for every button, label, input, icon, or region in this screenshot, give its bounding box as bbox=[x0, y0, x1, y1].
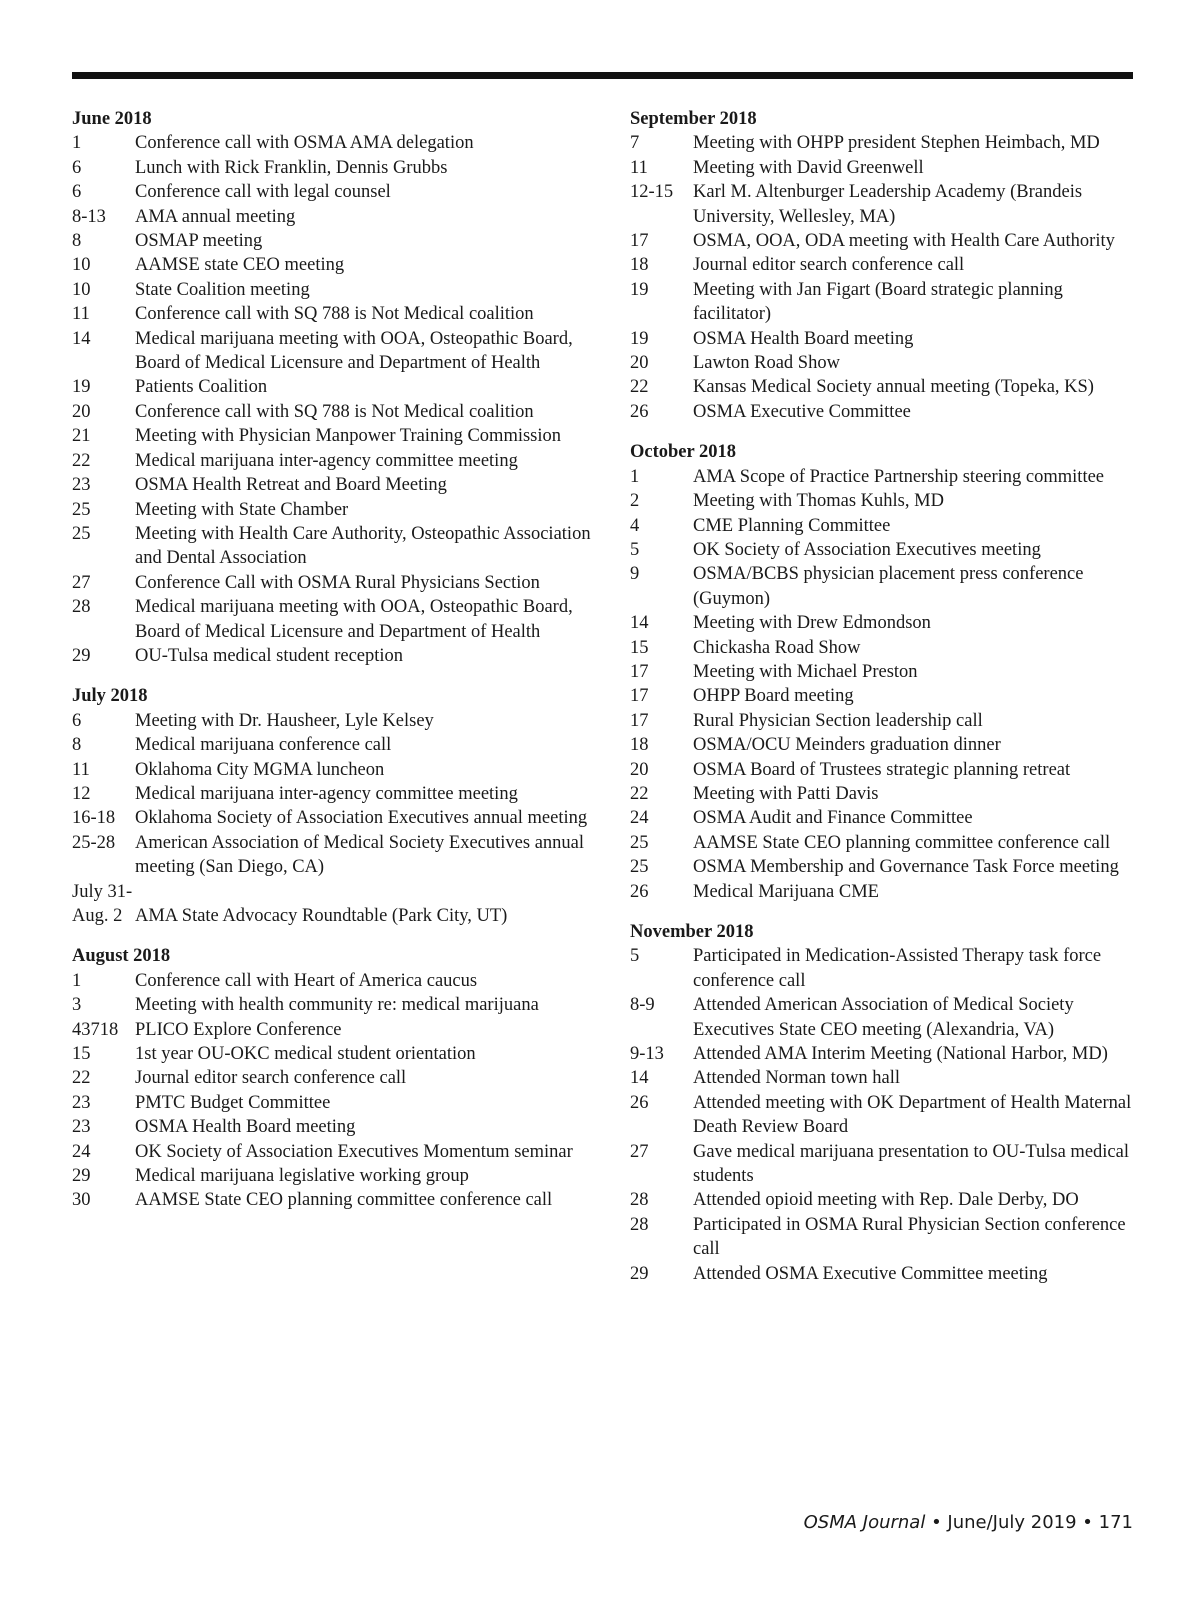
entry-date: 12-15 bbox=[630, 182, 674, 203]
entry-text: Rural Physician Section leadership call bbox=[693, 710, 983, 731]
entry-date: 28 bbox=[630, 1190, 649, 1211]
entry-date: 14 bbox=[72, 328, 91, 349]
entry-date: 8-13 bbox=[72, 206, 106, 227]
month-heading: November 2018 bbox=[630, 922, 754, 942]
schedule-entry bbox=[630, 855, 1140, 879]
entry-date: 19 bbox=[630, 328, 649, 349]
entry-text: Participated in OSMA Rural Physician Section conference call bbox=[693, 1214, 1126, 1260]
month-section bbox=[72, 684, 592, 928]
entry-text: PLICO Explore Conference bbox=[135, 1019, 342, 1040]
entry-text: Participated in Medication-Assisted Therapy task force conference call bbox=[693, 946, 1102, 991]
schedule-entry bbox=[72, 498, 592, 522]
entry-text: OSMAP meeting bbox=[135, 231, 263, 252]
schedule-entry bbox=[630, 758, 1140, 782]
entry-text: OSMA/BCBS physician placement press conference (Guymon) bbox=[693, 564, 1084, 609]
footer-separator: • bbox=[1076, 1512, 1099, 1533]
entry-date: 16-18 bbox=[72, 808, 116, 829]
entry-text: Medical marijuana meeting with OOA, Osteopathic Board, Board of Medical Licensure and Department of Health bbox=[135, 597, 573, 642]
month-heading: June 2018 bbox=[72, 109, 152, 129]
entry-date: 24 bbox=[630, 808, 649, 829]
entry-date: 27 bbox=[630, 1141, 649, 1162]
entry-date: 19 bbox=[630, 279, 649, 300]
schedule-entry bbox=[630, 400, 1140, 424]
schedule-entry bbox=[630, 327, 1140, 351]
entry-date: 25 bbox=[72, 523, 91, 544]
entry-text: Meeting with Michael Preston bbox=[693, 661, 918, 682]
entry-text: CME Planning Committee bbox=[693, 515, 891, 536]
entry-date: 5 bbox=[630, 946, 640, 967]
schedule-entry bbox=[630, 278, 1140, 327]
schedule-entry bbox=[630, 636, 1140, 660]
top-rule bbox=[72, 72, 1133, 79]
month-heading: August 2018 bbox=[72, 946, 171, 967]
schedule-entry bbox=[72, 758, 592, 782]
entry-date: 25-28 bbox=[72, 832, 116, 853]
entry-text: PMTC Budget Committee bbox=[135, 1092, 331, 1113]
schedule-entry bbox=[630, 709, 1140, 733]
entry-date: 18 bbox=[630, 255, 649, 276]
entry-date: 18 bbox=[630, 735, 649, 756]
schedule-entry bbox=[72, 571, 592, 595]
entry-date: 14 bbox=[630, 613, 649, 634]
schedule-entry bbox=[72, 375, 592, 399]
entry-date: 17 bbox=[630, 231, 649, 252]
schedule-entry bbox=[630, 180, 1140, 229]
entry-date: 25 bbox=[630, 857, 649, 878]
entry-text: AMA State Advocacy Roundtable (Park City, UT) bbox=[135, 906, 508, 926]
right-column bbox=[630, 107, 1140, 1302]
schedule-entry bbox=[72, 1018, 592, 1042]
entry-text: AAMSE State CEO planning committee conference call bbox=[693, 832, 1111, 853]
schedule-entry bbox=[630, 538, 1140, 562]
entry-text: Medical marijuana inter-agency committee meeting bbox=[135, 450, 518, 471]
entry-date: 15 bbox=[72, 1044, 91, 1065]
entry-date: 27 bbox=[72, 572, 91, 593]
footer-separator: • bbox=[925, 1512, 948, 1533]
schedule-entry bbox=[630, 465, 1140, 489]
entry-text: OSMA Membership and Governance Task Force meeting bbox=[693, 857, 1119, 878]
month-section bbox=[72, 107, 592, 668]
entry-text: Karl M. Altenburger Leadership Academy (Brandeis University, Wellesley, MA) bbox=[693, 182, 1083, 227]
schedule-entry bbox=[72, 880, 592, 929]
entry-date: 20 bbox=[630, 353, 649, 374]
entry-text: Lawton Road Show bbox=[693, 353, 840, 374]
entry-date: 11 bbox=[72, 759, 90, 780]
entry-date: 23 bbox=[72, 475, 91, 496]
entry-date-continued: Aug. 2 bbox=[72, 906, 123, 926]
entry-date: 11 bbox=[630, 157, 648, 178]
entry-date: 29 bbox=[72, 645, 91, 666]
entry-text: Meeting with health community re: medical marijuana bbox=[135, 995, 539, 1016]
schedule-entry bbox=[630, 1066, 1140, 1090]
entry-text: Medical marijuana meeting with OOA, Osteopathic Board, Board of Medical Licensure and Department of Health bbox=[135, 328, 573, 374]
entry-text: Kansas Medical Society annual meeting (Topeka, KS) bbox=[693, 377, 1094, 398]
schedule-entry bbox=[72, 993, 592, 1017]
entry-date: 28 bbox=[72, 597, 91, 618]
entry-date: 6 bbox=[72, 182, 82, 203]
schedule-entry bbox=[630, 562, 1140, 611]
entry-text: OSMA Health Board meeting bbox=[135, 1117, 356, 1138]
entry-date: 29 bbox=[72, 1166, 91, 1187]
entry-text: Attended opioid meeting with Rep. Dale Derby, DO bbox=[693, 1190, 1079, 1211]
schedule-entry bbox=[72, 302, 592, 326]
entry-date: 20 bbox=[630, 759, 649, 780]
schedule-entry bbox=[72, 522, 592, 571]
entry-date: 12 bbox=[72, 783, 91, 804]
schedule-entry bbox=[72, 180, 592, 204]
entry-text: AAMSE State CEO planning committee conference call bbox=[135, 1190, 553, 1211]
entry-date: 8 bbox=[72, 231, 82, 252]
entry-text: AAMSE state CEO meeting bbox=[135, 255, 345, 276]
entry-text: Gave medical marijuana presentation to OU-Tulsa medical students bbox=[693, 1141, 1129, 1187]
entry-date: 10 bbox=[72, 255, 91, 276]
page-footer bbox=[804, 1512, 1133, 1533]
entry-date: 29 bbox=[630, 1263, 649, 1284]
schedule-entry bbox=[630, 375, 1140, 399]
month-heading: July 2018 bbox=[72, 686, 148, 707]
schedule-entry bbox=[72, 782, 592, 806]
entry-text: OSMA Board of Trustees strategic planning retreat bbox=[693, 759, 1071, 780]
entry-text: Journal editor search conference call bbox=[135, 1068, 407, 1089]
schedule-entry bbox=[72, 709, 592, 733]
entry-text: Medical marijuana conference call bbox=[135, 735, 392, 756]
month-section bbox=[630, 920, 1140, 1286]
entry-text: Attended meeting with OK Department of Health Maternal Death Review Board bbox=[693, 1092, 1132, 1138]
entry-date: 6 bbox=[72, 157, 82, 178]
entry-date: 22 bbox=[630, 783, 649, 804]
schedule-entry bbox=[72, 831, 592, 880]
entry-date: 21 bbox=[72, 426, 91, 447]
entry-text: Meeting with Patti Davis bbox=[693, 783, 879, 804]
entry-text: OU-Tulsa medical student reception bbox=[135, 645, 404, 666]
entry-text: Meeting with Jan Figart (Board strategic planning facilitator) bbox=[693, 279, 1063, 325]
entry-date: 17 bbox=[630, 661, 649, 682]
entry-date: 6 bbox=[72, 710, 82, 731]
entry-date: 9 bbox=[630, 564, 640, 585]
entry-text: Conference call with SQ 788 is Not Medical coalition bbox=[135, 401, 534, 422]
schedule-entry bbox=[72, 400, 592, 424]
schedule-entry bbox=[72, 1164, 592, 1188]
entry-date: 14 bbox=[630, 1068, 649, 1089]
entry-date: 1 bbox=[72, 133, 82, 154]
entry-date: 5 bbox=[630, 539, 640, 560]
entry-date: 43718 bbox=[72, 1019, 119, 1040]
entry-date: 28 bbox=[630, 1214, 649, 1235]
entry-date: 25 bbox=[72, 499, 91, 520]
schedule-entry bbox=[630, 1213, 1140, 1262]
schedule-entry bbox=[72, 205, 592, 229]
schedule-entry bbox=[72, 156, 592, 180]
entry-date: 17 bbox=[630, 710, 649, 731]
entry-date: 2 bbox=[630, 491, 640, 512]
schedule-entry bbox=[630, 831, 1140, 855]
schedule-entry bbox=[630, 806, 1140, 830]
entry-date: 23 bbox=[72, 1092, 91, 1113]
entry-text: Oklahoma City MGMA luncheon bbox=[135, 759, 385, 780]
entry-text: AMA annual meeting bbox=[135, 206, 296, 227]
entry-text: Meeting with Thomas Kuhls, MD bbox=[693, 491, 944, 512]
schedule-entry bbox=[72, 473, 592, 497]
entry-text: Attended AMA Interim Meeting (National Harbor, MD) bbox=[693, 1044, 1108, 1065]
entry-text: Attended American Association of Medical Society Executives State CEO meeting (Alexandria, VA) bbox=[693, 995, 1074, 1040]
month-heading: September 2018 bbox=[630, 109, 757, 129]
month-heading: October 2018 bbox=[630, 442, 737, 463]
entry-date: 7 bbox=[630, 133, 640, 154]
entry-text: Journal editor search conference call bbox=[693, 255, 965, 276]
entry-text: Meeting with Physician Manpower Training Commission bbox=[135, 426, 562, 447]
schedule-entry bbox=[72, 424, 592, 448]
schedule-entry bbox=[72, 806, 592, 830]
schedule-entry bbox=[630, 229, 1140, 253]
entry-text: Lunch with Rick Franklin, Dennis Grubbs bbox=[135, 157, 448, 178]
schedule-entry bbox=[72, 733, 592, 757]
schedule-entry bbox=[72, 644, 592, 668]
entry-text: Chickasha Road Show bbox=[693, 637, 861, 658]
entry-date: 17 bbox=[630, 686, 649, 707]
entry-date: 11 bbox=[72, 304, 90, 325]
entry-date: 4 bbox=[630, 515, 640, 536]
schedule-entry bbox=[72, 131, 592, 155]
schedule-entry bbox=[72, 1066, 592, 1090]
entry-text: OSMA, OOA, ODA meeting with Health Care Authority bbox=[693, 231, 1115, 252]
entry-date: 26 bbox=[630, 881, 649, 902]
schedule-entry bbox=[630, 611, 1140, 635]
schedule-entry bbox=[630, 660, 1140, 684]
schedule-entry bbox=[72, 1091, 592, 1115]
entry-date: 19 bbox=[72, 377, 91, 398]
entry-date: 30 bbox=[72, 1190, 91, 1211]
entry-text: OSMA Executive Committee bbox=[693, 401, 911, 422]
entry-date: 1 bbox=[72, 970, 82, 991]
entry-date: 8 bbox=[72, 735, 82, 756]
entry-text: Medical marijuana inter-agency committee meeting bbox=[135, 783, 518, 804]
schedule-entry bbox=[72, 278, 592, 302]
entry-text: Conference call with SQ 788 is Not Medical coalition bbox=[135, 304, 534, 325]
entry-text: OHPP Board meeting bbox=[693, 686, 854, 707]
entry-date: 24 bbox=[72, 1141, 91, 1162]
schedule-entry bbox=[72, 595, 592, 644]
month-section bbox=[72, 944, 592, 1212]
entry-text: OK Society of Association Executives meeting bbox=[693, 539, 1041, 560]
entry-text: Conference call with OSMA AMA delegation bbox=[135, 133, 474, 154]
entry-text: OSMA Health Retreat and Board Meeting bbox=[135, 475, 447, 496]
schedule-entry bbox=[72, 1140, 592, 1164]
schedule-entry bbox=[72, 449, 592, 473]
entry-text: Medical Marijuana CME bbox=[693, 881, 879, 902]
entry-text: OSMA Audit and Finance Committee bbox=[693, 808, 973, 829]
schedule-entry bbox=[630, 1091, 1140, 1140]
schedule-entry bbox=[630, 944, 1140, 993]
schedule-entry bbox=[630, 733, 1140, 757]
schedule-entry bbox=[630, 782, 1140, 806]
entry-text: Meeting with David Greenwell bbox=[693, 157, 924, 178]
entry-date: 23 bbox=[72, 1117, 91, 1138]
entry-text: Conference call with legal counsel bbox=[135, 182, 391, 203]
issue-date: June/July 2019 bbox=[947, 1512, 1077, 1533]
entry-text: Medical marijuana legislative working group bbox=[135, 1166, 469, 1187]
entry-text: Meeting with OHPP president Stephen Heimbach, MD bbox=[693, 133, 1100, 154]
schedule-entry bbox=[72, 253, 592, 277]
entry-text: Meeting with Drew Edmondson bbox=[693, 613, 931, 634]
schedule-entry bbox=[630, 1262, 1140, 1286]
schedule-entry bbox=[630, 489, 1140, 513]
entry-text: Meeting with Dr. Hausheer, Lyle Kelsey bbox=[135, 710, 434, 731]
entry-text: 1st year OU-OKC medical student orientation bbox=[135, 1044, 476, 1065]
entry-date: 25 bbox=[630, 832, 649, 853]
left-column bbox=[72, 107, 592, 1229]
entry-date: 8-9 bbox=[630, 995, 655, 1016]
entry-text: OK Society of Association Executives Momentum seminar bbox=[135, 1141, 573, 1162]
schedule-entry bbox=[72, 229, 592, 253]
schedule-entry bbox=[72, 1188, 592, 1212]
entry-date: 22 bbox=[630, 377, 649, 398]
schedule-entry bbox=[630, 1140, 1140, 1189]
journal-name: OSMA Journal bbox=[803, 1512, 926, 1533]
schedule-entry bbox=[630, 253, 1140, 277]
entry-text: Oklahoma Society of Association Executives annual meeting bbox=[135, 808, 588, 829]
entry-text: Conference Call with OSMA Rural Physicians Section bbox=[135, 572, 540, 593]
entry-date: 22 bbox=[72, 1068, 91, 1089]
schedule-entry bbox=[72, 1115, 592, 1139]
schedule-entry bbox=[72, 327, 592, 376]
schedule-entry bbox=[630, 1188, 1140, 1212]
entry-text: Conference call with Heart of America caucus bbox=[135, 970, 478, 991]
entry-text: AMA Scope of Practice Partnership steering committee bbox=[693, 466, 1105, 487]
entry-date: 9-13 bbox=[630, 1044, 664, 1065]
entry-date: July 31- bbox=[72, 881, 133, 902]
schedule-entry bbox=[630, 1042, 1140, 1066]
schedule-entry bbox=[630, 131, 1140, 155]
schedule-entry bbox=[72, 1042, 592, 1066]
month-section bbox=[630, 440, 1140, 904]
month-section bbox=[630, 107, 1140, 424]
entry-text: Patients Coalition bbox=[135, 377, 268, 398]
entry-text: Attended OSMA Executive Committee meeting bbox=[693, 1263, 1048, 1284]
entry-text: OSMA/OCU Meinders graduation dinner bbox=[693, 735, 1001, 756]
entry-date: 26 bbox=[630, 401, 649, 422]
entry-text: Attended Norman town hall bbox=[693, 1068, 901, 1089]
entry-text: American Association of Medical Society Executives annual meeting (San Diego, CA) bbox=[135, 832, 585, 878]
schedule-entry bbox=[630, 993, 1140, 1042]
entry-date: 1 bbox=[630, 466, 640, 487]
schedule-entry bbox=[630, 156, 1140, 180]
schedule-entry bbox=[630, 684, 1140, 708]
schedule-entry bbox=[630, 351, 1140, 375]
entry-text: Meeting with Health Care Authority, Osteopathic Association and Dental Association bbox=[135, 523, 591, 569]
entry-date: 10 bbox=[72, 279, 91, 300]
entry-date: 15 bbox=[630, 637, 649, 658]
entry-date: 22 bbox=[72, 450, 91, 471]
entry-date: 20 bbox=[72, 401, 91, 422]
entry-text: OSMA Health Board meeting bbox=[693, 328, 914, 349]
entry-date: 3 bbox=[72, 995, 82, 1016]
schedule-entry bbox=[72, 969, 592, 993]
entry-date: 26 bbox=[630, 1092, 649, 1113]
schedule-entry bbox=[630, 880, 1140, 904]
page-number: 171 bbox=[1098, 1512, 1133, 1533]
entry-text: State Coalition meeting bbox=[135, 279, 310, 300]
schedule-entry bbox=[630, 514, 1140, 538]
entry-text: Meeting with State Chamber bbox=[135, 499, 349, 520]
